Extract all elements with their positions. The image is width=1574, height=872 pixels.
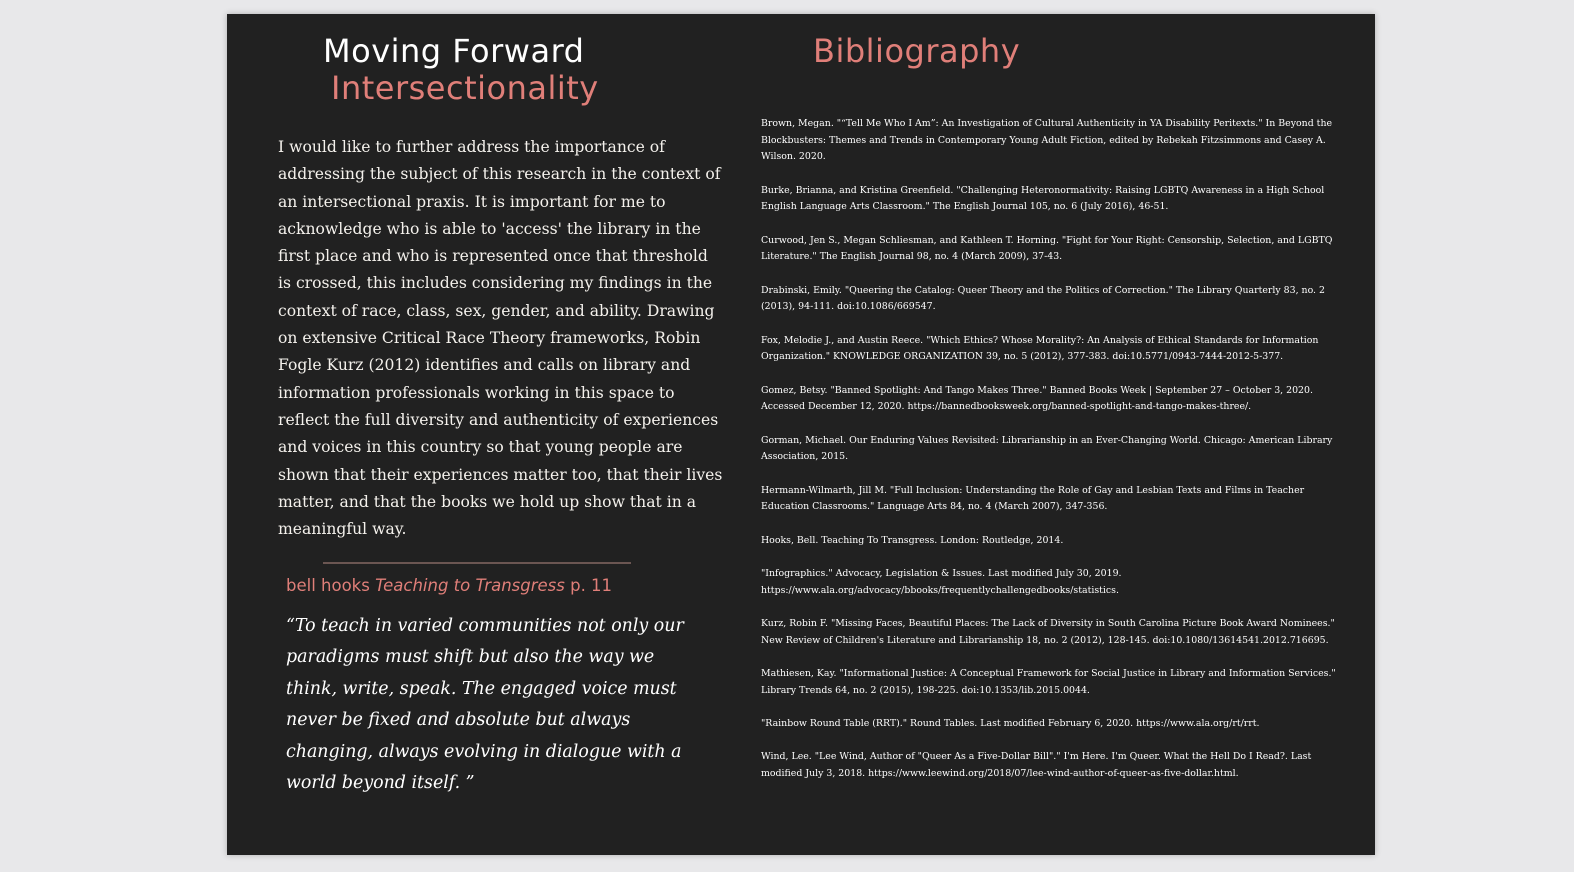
bibliography-entry: Curwood, Jen S., Megan Schliesman, and Kathleen T. Horning. "Fight for Your Right: Censorship, Selection, and LGBTQ Literature." The English Journal 98, no. 4 (March 2009), 37-43. [761, 234, 1333, 263]
bibliography-entry: Wind, Lee. "Lee Wind, Author of "Queer As a Five-Dollar Bill"." I'm Here. I'm Queer. What the Hell Do I Read?. Last modified July 3, 2018. https://www.leewind.org/2018/07/lee-wind-author-of-queer-as-five-dollar.html. [761, 751, 1312, 779]
quote-author: bell hooks [286, 576, 370, 595]
section-title: Moving Forward [323, 32, 585, 70]
bibliography-list [761, 116, 1351, 799]
bibliography-entry: "Rainbow Round Table (RRT)." Round Tables. Last modified February 6, 2020. https://www.ala.org/rt/rrt. [761, 718, 1260, 729]
quote-page: p. 11 [570, 576, 613, 595]
bibliography-entry: Burke, Brianna, and Kristina Greenfield. "Challenging Heteronormativity: Raising LGBTQ Awareness in a High School English Language Arts Classroom." The English Journal 105, no. 6 (July 2016), 46-51. [761, 184, 1325, 213]
divider [323, 562, 631, 564]
section-subtitle: Intersectionality [331, 69, 599, 107]
body-paragraph: I would like to further address the importance of addressing the subject of this research in the context of an intersectional praxis. It is important for me to acknowledge who is able to 'access' the library in the first place and who is represented once that threshold is crossed, this includes considering my findings in the context of race, class, sex, gender, and ability. Drawing on extensive Critical Race Theory frameworks, Robin Fogle Kurz (2012) identifies and calls on library and information professionals working in this space to reflect the full diversity and authenticity of experiences and voices in this country so that young people are shown that their experiences matter too, that their lives matter, and that the books we hold up show that in a meaningful way. [278, 138, 723, 539]
bibliography-entry: Drabinski, Emily. "Queering the Catalog: Queer Theory and the Politics of Correction." The Library Quarterly 83, no. 2 (2013), 94-111. doi:10.1086/669547. [761, 284, 1325, 313]
bibliography-title: Bibliography [813, 32, 1021, 70]
bibliography-entry: Brown, Megan. "“Tell Me Who I Am”: An Investigation of Cultural Authenticity in YA Disability Peritexts." In Beyond the Blockbusters: Themes and Trends in Contemporary Young Adult Fiction, edited by Rebekah Fitzsimmons and Casey A. Wilson. 2020. [761, 118, 1333, 163]
bibliography-entry: Hermann-Wilmarth, Jill M. "Full Inclusion: Understanding the Role of Gay and Lesbian Texts and Films in Teacher Education Classrooms." Language Arts 84, no. 4 (March 2007), 347-356. [761, 484, 1305, 513]
bibliography-entry: Kurz, Robin F. "Missing Faces, Beautiful Places: The Lack of Diversity in South Carolina Picture Book Award Nominees." New Review of Children's Literature and Librarianship 18, no. 2 (2012), 128-145. doi:10.1080/13614541.2012.716695. [761, 618, 1335, 646]
block-quote: “To teach in varied communities not only our paradigms must shift but also the way we think, write, speak. The engaged voice must never be fixed and absolute but always changing, always evolving in dialogue with a world beyond itself. ” [286, 616, 684, 794]
bibliography-entry: Hooks, Bell. Teaching To Transgress. London: Routledge, 2014. [761, 534, 1064, 546]
bibliography-entry: Gomez, Betsy. "Banned Spotlight: And Tango Makes Three." Banned Books Week | September 27 – October 3, 2020. Accessed December 12, 2020. https://bannedbooksweek.org/banned-spotlight-and-tango-makes-three/. [761, 384, 1313, 413]
bibliography-entry: "Infographics." Advocacy, Legislation & Issues. Last modified July 30, 2019. https://www.ala.org/advocacy/bbooks/frequentlychallengedbooks/statistics. [761, 568, 1122, 596]
bibliography-entry: Gorman, Michael. Our Enduring Values Revisited: Librarianship in an Ever-Changing World. Chicago: American Library Association, 2015. [761, 434, 1333, 463]
bibliography-entry: Mathiesen, Kay. "Informational Justice: A Conceptual Framework for Social Justice in Library and Information Services." Library Trends 64, no. 2 (2015), 198-225. doi:10.1353/lib.2015.0044. [761, 668, 1336, 696]
quote-book-title: Teaching to Transgress [375, 576, 565, 595]
quote-attribution [286, 576, 612, 595]
bibliography-entry: Fox, Melodie J., and Austin Reece. "Which Ethics? Whose Morality?: An Analysis of Ethical Standards for Information Organization." KNOWLEDGE ORGANIZATION 39, no. 5 (2012), 377-383. doi:10.5771/0943-7444-2012-5-377. [761, 334, 1319, 363]
document-page [227, 14, 1375, 855]
